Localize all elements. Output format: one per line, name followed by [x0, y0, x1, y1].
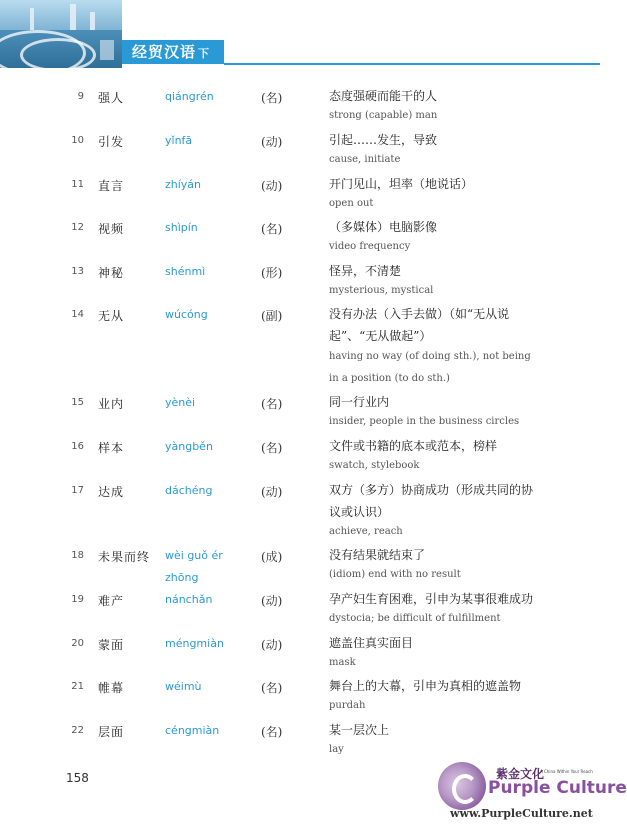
purple-culture-logo [436, 762, 627, 824]
entry-english: insider, people in the business circles [329, 416, 520, 427]
entry-definition: 文件或书籍的底本或范本，榜样 [329, 439, 498, 453]
logo-url: www.PurpleCulture.net [450, 807, 593, 820]
book-title: 经贸汉语 [132, 43, 197, 61]
header-rule [224, 63, 600, 65]
entry-definition: （多媒体）电脑影像 [329, 220, 438, 234]
entry-number: 10 [71, 135, 84, 146]
entry-number: 22 [71, 725, 84, 736]
entry-part-of-speech: (副) [261, 309, 283, 323]
entry-definition: 遮盖住真实面目 [329, 636, 414, 650]
entry-number: 15 [71, 397, 84, 408]
entry-word: 未果而终 [98, 550, 151, 564]
entry-word: 蒙面 [98, 638, 125, 652]
entry-pinyin: shénmì [165, 265, 206, 278]
entry-english: video frequency [329, 241, 411, 252]
entry-definition: 怪异，不清楚 [329, 264, 402, 278]
entry-pinyin: nánchǎn [165, 593, 213, 606]
entry-definition: 孕产妇生育困难，引申为某事很难成功 [329, 592, 534, 606]
entry-definition: 没有办法（入手去做）（如“无从说起”、“无从做起”） [329, 307, 510, 343]
entry-pinyin: zhíyán [165, 178, 202, 191]
entry-english: purdah [329, 700, 366, 711]
entry-part-of-speech: (名) [261, 725, 283, 739]
entry-pinyin: wèi guǒ ér zhōng [165, 549, 223, 584]
entry-pinyin: yènèi [165, 396, 196, 409]
entry-word: 层面 [98, 725, 125, 739]
entry-part-of-speech: (形) [261, 266, 283, 280]
entry-word: 难产 [98, 594, 125, 608]
entry-english: lay [329, 744, 344, 755]
entry-definition: 双方（多方）协商成功（形成共同的协议或认识） [329, 483, 534, 519]
entry-number: 20 [71, 638, 84, 649]
entry-english: mysterious, mystical [329, 285, 434, 296]
entry-pinyin: céngmiàn [165, 724, 220, 737]
entry-word: 样本 [98, 441, 125, 455]
entry-number: 21 [71, 681, 84, 692]
entry-part-of-speech: (动) [261, 135, 283, 149]
entry-part-of-speech: (名) [261, 681, 283, 695]
entry-definition: 引起……发生，导致 [329, 133, 438, 147]
entry-pinyin: dáchéng [165, 484, 213, 497]
header-photo [0, 0, 122, 68]
entry-number: 19 [71, 594, 84, 605]
entry-pinyin: wúcóng [165, 308, 208, 321]
volume-label: 下 [198, 47, 211, 60]
entry-word: 引发 [98, 135, 125, 149]
book-title-tab [122, 40, 224, 64]
entry-english: cause, initiate [329, 154, 401, 165]
entry-pinyin: yàngběn [165, 440, 213, 453]
entry-definition: 开门见山，坦率（地说话） [329, 177, 474, 191]
entry-part-of-speech: (动) [261, 594, 283, 608]
entry-number: 18 [71, 550, 84, 561]
entry-number: 9 [77, 91, 84, 102]
entry-word: 强人 [98, 91, 125, 105]
entry-word: 达成 [98, 485, 125, 499]
entry-pinyin: méngmiàn [165, 637, 224, 650]
entry-part-of-speech: (名) [261, 222, 283, 236]
page-number: 158 [66, 771, 89, 785]
entry-definition: 同一行业内 [329, 395, 390, 409]
entry-part-of-speech: (名) [261, 397, 283, 411]
entry-number: 17 [71, 485, 84, 496]
logo-chinese: 紫金文化 [496, 767, 545, 781]
entry-number: 14 [71, 309, 84, 320]
entry-english: open out [329, 198, 374, 209]
logo-tagline: A China Within Your Reach [540, 769, 593, 774]
entry-part-of-speech: (成) [261, 550, 283, 564]
entry-english: having no way (of doing sth.), not being in a position (to do sth.) [329, 351, 531, 384]
entry-number: 13 [71, 266, 84, 277]
entry-word: 神秘 [98, 266, 125, 280]
entry-english: mask [329, 657, 356, 668]
entry-pinyin: qiángrén [165, 90, 214, 103]
entry-word: 视频 [98, 222, 125, 236]
entry-part-of-speech: (动) [261, 179, 283, 193]
entry-part-of-speech: (名) [261, 91, 283, 105]
entry-english: strong (capable) man [329, 110, 438, 121]
entry-word: 帷幕 [98, 681, 125, 695]
entry-word: 业内 [98, 397, 125, 411]
entry-pinyin: wéimù [165, 680, 202, 693]
entry-part-of-speech: (名) [261, 441, 283, 455]
entry-definition: 没有结果就结束了 [329, 548, 426, 562]
entry-definition: 舞台上的大幕，引申为真相的遮盖物 [329, 679, 522, 693]
logo-mark-icon [438, 762, 486, 810]
entry-number: 11 [71, 179, 84, 190]
entry-english: achieve, reach [329, 526, 403, 537]
logo-brand: Purple Culture [488, 778, 627, 798]
entry-part-of-speech: (动) [261, 638, 283, 652]
entry-word: 无从 [98, 309, 125, 323]
entry-pinyin: yǐnfā [165, 134, 193, 147]
entry-word: 直言 [98, 179, 125, 193]
entry-english: swatch, stylebook [329, 460, 420, 471]
entry-definition: 态度强硬而能干的人 [329, 89, 438, 103]
entry-number: 12 [71, 222, 84, 233]
entry-number: 16 [71, 441, 84, 452]
entry-pinyin: shìpín [165, 221, 198, 234]
entry-part-of-speech: (动) [261, 485, 283, 499]
entry-english: dystocia; be difficult of fulfillment [329, 613, 501, 624]
entry-definition: 某一层次上 [329, 723, 390, 737]
entry-english: (idiom) end with no result [329, 569, 461, 580]
